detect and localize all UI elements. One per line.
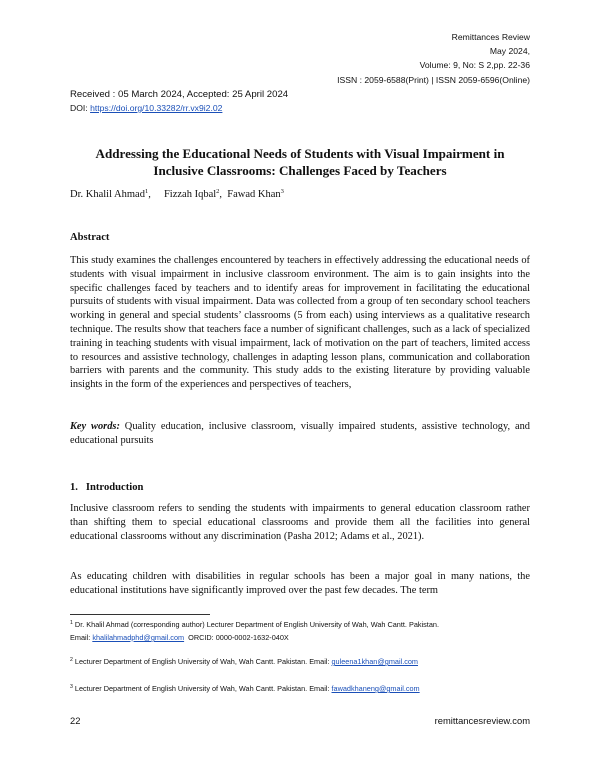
footnote-3 [70,681,540,695]
volume-info: Volume: 9, No: S 2,pp. 22-36 [419,60,530,71]
author-name: Fizzah Iqbal [163,189,217,200]
footnote-email-link[interactable]: guleena1khan@gmail.com [331,657,419,666]
author-separator: , [148,189,164,200]
keywords [70,420,530,448]
paper-title [70,145,530,179]
author-list [70,185,284,201]
introduction-paragraph-2: As educating children with disabilities in regular schools has been a major goal in many nations, the educational institutions have significantly improved over the past few decades. The term [70,571,530,596]
footnote-text: Dr. Khalil Ahmad (corresponding author) Lecturer Department of English University of Wah, Wah Cantt. Pakistan. [72,620,439,629]
doi-link[interactable]: https://doi.org/10.33282/rr.vx9i2.02 [90,103,223,113]
footnote-orcid: ORCID: 0000-0002-1632-040X [184,633,289,642]
footnote-mark: 1 [70,620,73,626]
keywords-label: Key words: [70,421,120,432]
author-separator: , [219,189,228,200]
footnote-divider [70,614,210,615]
doi-label: DOI: [70,103,88,113]
footnote-email-label: Email: [70,633,93,642]
footnote-mark: 2 [70,657,73,663]
doi-line [70,102,222,114]
page-number: 22 [70,715,81,726]
journal-website: remittancesreview.com [434,715,530,726]
footnote-text: Lecturer Department of English University of Wah, Wah Cantt. Pakistan. Email: [72,684,332,693]
author-affiliation-mark: 2 [216,188,220,195]
footnote-2 [70,654,540,668]
issue-date: May 2024, [489,46,530,57]
author-name: Dr. Khalil Ahmad [70,189,145,200]
journal-header [337,30,530,87]
title-line-1: Addressing the Educational Needs of Students with Visual Impairment in [95,146,505,161]
keywords-text: Quality education, inclusive classroom, visually impaired students, assistive technology, and educational pursuits [70,421,531,446]
received-dates: Received : 05 March 2024, Accepted: 25 April 2024 [70,89,289,100]
footnote-text: Lecturer Department of English University of Wah, Wah Cantt. Pakistan. Email: [72,657,332,666]
issn-info: ISSN : 2059-6588(Print) | ISSN 2059-6596(Online) [337,74,530,85]
introduction-paragraph-1: Inclusive classroom refers to sending the students with impairments to general education classroom rather than shifting them to special educational classrooms and provide them all the facilities into general educational classrooms without any discrimination (Pasha 2012; Adams et al., 2021). [70,503,530,542]
footnote-email-link[interactable]: khalilahmadphd@gmail.com [92,633,185,642]
author-name: Fawad Khan [227,189,281,200]
footnote-email-link[interactable]: fawadkhaneng@gmail.com [331,684,420,693]
author-affiliation-mark: 3 [280,188,284,195]
footnote-1 [70,617,540,644]
abstract-body: This study examines the challenges encountered by teachers in effectively addressing the educational needs of students with visual impairment in inclusive classroom environment. The aim is to gain insights into the specific challenges faced by teachers and to identify areas for improvement in facilitating the educational pursuits of students with visual impairment. Data was collected from a group of ten secondary school teachers working in general and special students’ classrooms (5 from each) using interviews as a qualitative research technique. The results show that teachers face a number of significant challenges, such as a lack of specialized training in teaching students with visual impairment, lack of motivation on the part of teachers, limited access to resources and assistive technology, challenges in adapting lesson plans, communication and collaboration barriers with parents and the community. This study adds to the existing literature by providing valuable insights in the form of the experiences and perspectives of teachers, [70,255,530,391]
title-line-2: Inclusive Classrooms: Challenges Faced by Teachers [153,163,447,178]
author-affiliation-mark: 1 [144,188,149,195]
abstract-heading: Abstract [70,232,110,243]
footnote-mark: 3 [70,684,73,690]
introduction-heading: 1. Introduction [70,482,144,493]
journal-name: Remittances Review [451,32,530,42]
